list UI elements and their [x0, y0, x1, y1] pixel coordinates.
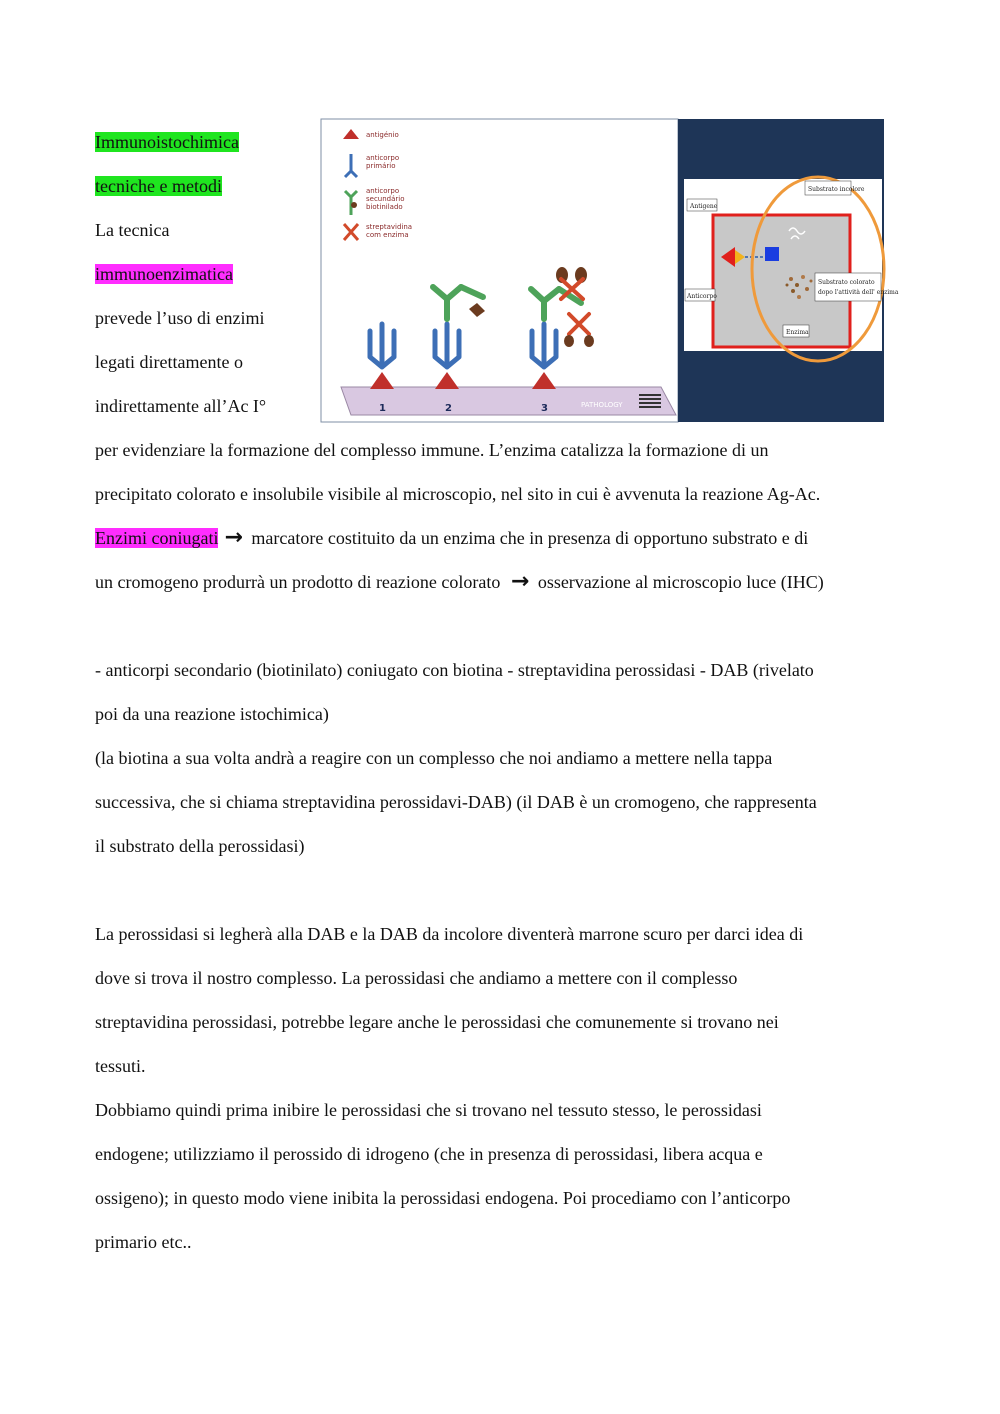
right-arrow-icon: → — [224, 525, 243, 550]
paragraph-5-line-3: streptavidina perossidasi, potrebbe legare anche le perossidasi che comunemente si trovano nei — [95, 1012, 779, 1032]
paragraph-5-line-4: tessuti. — [95, 1056, 146, 1076]
heading-line-2 — [95, 164, 320, 208]
slide-watermark: PATHOLOGY — [581, 401, 623, 409]
paragraph-4-line-2: successiva, che si chiama streptavidina perossidavi-DAB) (il DAB è un cromogeno, che rappresenta — [95, 792, 817, 812]
right-arrow-icon: → — [510, 569, 530, 594]
paragraph-5-line-1: La perossidasi si legherà alla DAB e la DAB da incolore diventerà marrone scuro per darci idea di — [95, 924, 804, 944]
paragraph-2-line-2-start: un cromogeno produrrà un prodotto di reazione colorato — [95, 572, 501, 592]
legend-secondary-label-2: secundário — [366, 195, 405, 203]
intro-line-2: prevede l’uso di enzimi — [95, 308, 265, 328]
inset-antibody-label: Anticorpo — [687, 293, 717, 300]
step-2-label: 2 — [445, 403, 452, 414]
body-text — [95, 428, 915, 1264]
paragraph-2-line-1-text: marcatore costituito da un enzima che in presenza di opportuno substrato e di — [251, 528, 809, 548]
heading-immunoistochimica: Immunoistochimica — [95, 132, 239, 152]
spacer — [95, 868, 915, 912]
paragraph-3-line-2: poi da una reazione istochimica) — [95, 704, 329, 724]
inset-colored-label-2: dopo l'attività dell' enzima — [818, 289, 899, 296]
intro-line-1: La tecnica — [95, 220, 170, 240]
paragraph-1-line-1: per evidenziare la formazione del complesso immune. L’enzima catalizza la formazione di un — [95, 440, 769, 460]
paragraph-6-line-4: primario etc.. — [95, 1232, 192, 1252]
slide-base — [341, 387, 676, 415]
left-column — [95, 120, 320, 428]
paragraph-5-line-2: dove si trova il nostro complesso. La perossidasi che andiamo a mettere con il complesso — [95, 968, 738, 988]
legend-primary-label-2: primário — [366, 162, 396, 170]
paragraph-6-line-1: Dobbiamo quindi prima inibire le perossidasi che si trovano nel tessuto stesso, le perossidasi — [95, 1100, 762, 1120]
paragraph-2-line-2-end: osservazione al microscopio luce (IHC) — [537, 572, 824, 592]
intro-line-4: indirettamente all’Ac I° — [95, 396, 267, 416]
legend-antigen-label: antigénio — [366, 131, 399, 139]
intro-line-3: legati direttamente o — [95, 352, 243, 372]
intro-highlight-line — [95, 252, 320, 296]
highlight-immunoenzimatica: immunoenzimatica — [95, 264, 233, 284]
paragraph-6-line-3: ossigeno); in questo modo viene inibita la perossidasi endogena. Poi procediamo con l’anticorpo — [95, 1188, 791, 1208]
highlight-enzimi-coniugati: Enzimi coniugati — [95, 528, 219, 548]
legend-secondary-label-1: anticorpo — [366, 187, 400, 195]
inset-colored-label-1: Substrato colorato — [818, 279, 875, 286]
paragraph-2-line-1 — [95, 516, 915, 560]
paragraph-6-line-2: endogene; utilizziamo il perossido di idrogeno (che in presenza di perossidasi, libera acqua e — [95, 1144, 763, 1164]
paragraph-4-line-1: (la biotina a sua volta andrà a reagire con un complesso che noi andiamo a mettere nella tappa — [95, 748, 773, 768]
inset-colorless-label: Substrato incolore — [808, 186, 865, 193]
paragraph-2-line-2 — [95, 560, 915, 604]
legend-streptavidin-label-2: com enzima — [366, 231, 409, 239]
heading-tecniche-metodi: tecniche e metodi — [95, 176, 222, 196]
inset-enzyme-label: Enzima — [786, 329, 809, 336]
paragraph-4-line-3: il substrato della perossidasi) — [95, 836, 305, 856]
legend-secondary-label-3: biotinilado — [366, 203, 403, 211]
spacer — [95, 604, 915, 648]
legend-primary-label-1: anticorpo — [366, 154, 400, 162]
step-3-label: 3 — [541, 403, 548, 414]
ihc-diagram — [321, 119, 899, 422]
paragraph-3-line-1: - anticorpi secondario (biotinilato) coniugato con biotina - streptavidina perossidasi - DAB (rivelato — [95, 660, 814, 680]
inset-colored-box — [815, 273, 881, 301]
paragraph-1-line-2: precipitato colorato e insolubile visibile al microscopio, nel sito in cui è avvenuta la reazione Ag-Ac. — [95, 484, 821, 504]
heading-line-1 — [95, 120, 320, 164]
inset-antigen-label: Antigene — [690, 203, 718, 210]
inset-enzyme-square — [765, 247, 779, 261]
step-1-label: 1 — [379, 403, 386, 414]
legend-streptavidin-label-1: streptavidina — [366, 223, 413, 231]
